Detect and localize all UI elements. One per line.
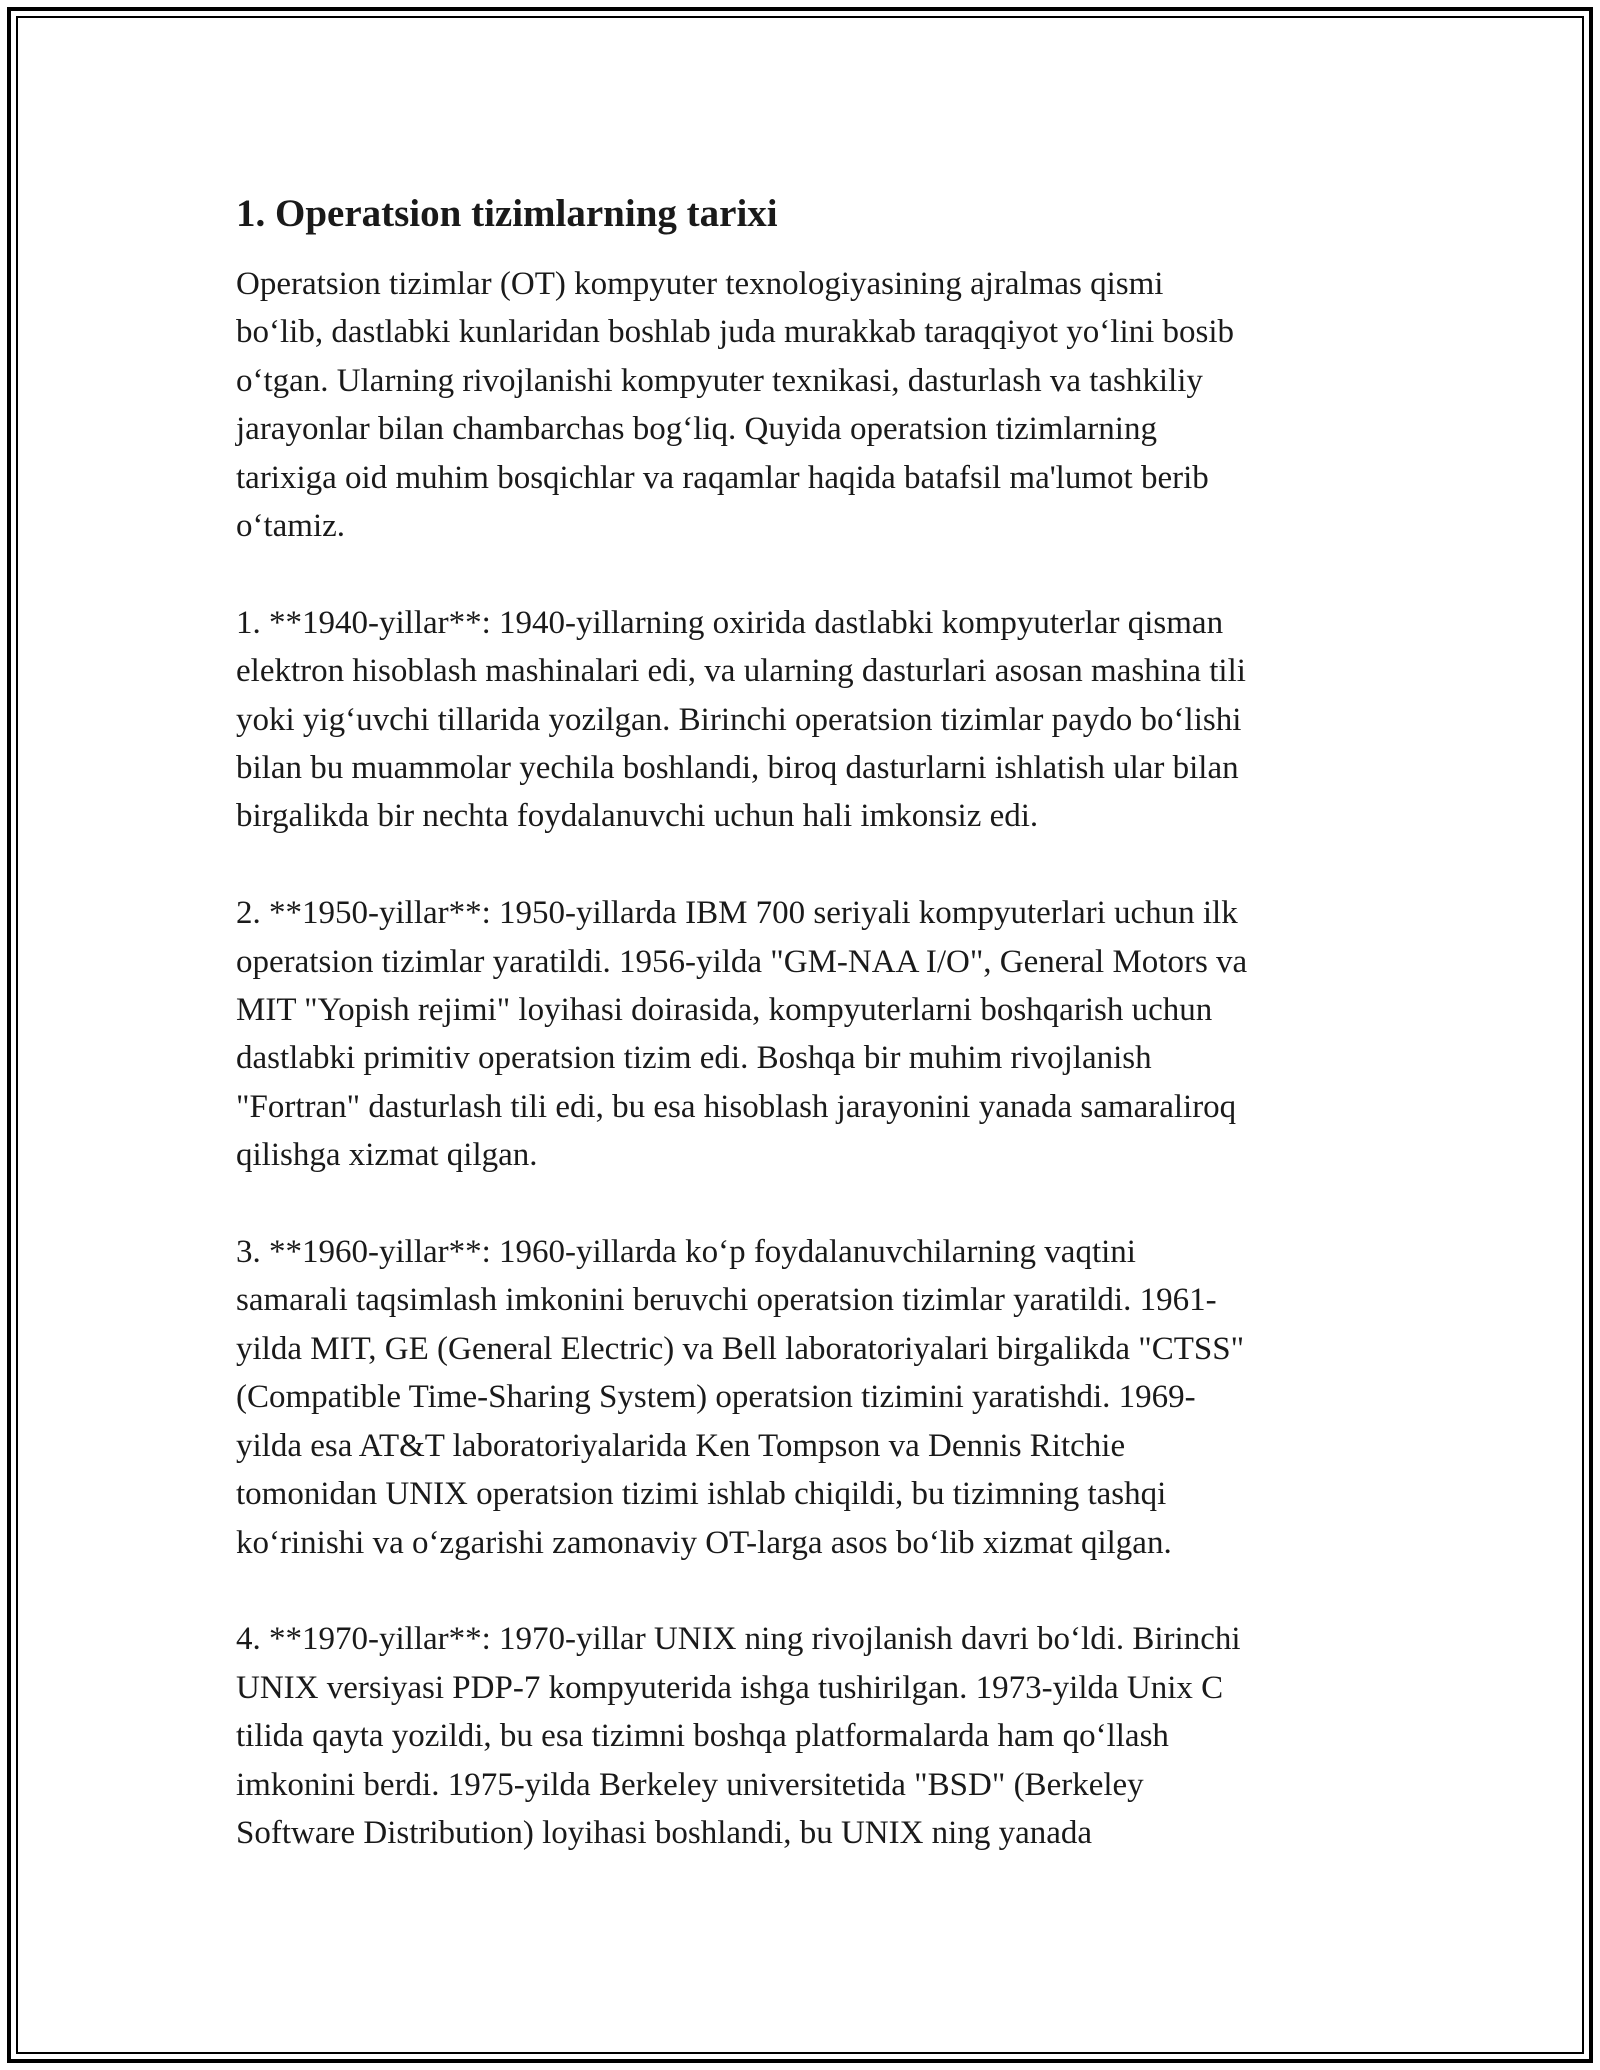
paragraph-1940s: 1. **1940-yillar**: 1940-yillarning oxirida dastlabki kompyuterlar qisman elektron hisoblash mashinalari edi, va ularning dasturlari asosan mashina tili yoki yig‘uvchi tillarida yozilgan. Birinchi operatsion tizimlar paydo bo‘lishi bilan bu muammolar yechila boshlandi, biroq dasturlarni ishlatish ular bilan birgalikda bir nechta foydalanuvchi uchun hali imkonsiz edi. bbox=[236, 604, 1246, 835]
section-title: 1. Operatsion tizimlarning tarixi bbox=[236, 192, 778, 235]
paragraph-1950s: 2. **1950-yillar**: 1950-yillarda IBM 700 seriyali kompyuterlari uchun ilk operatsion tizimlar yaratildi. 1956-yilda "GM-NAA I/O", General Motors va MIT "Yopish rejimi" loyihasi doirasida, kompyuterlarni boshqarish uchun dastlabki primitiv operatsion tizim edi. Boshqa bir muhim rivojlanish "Fortran" dasturlash tili edi, bu esa hisoblash jarayonini yanada samaraliroq qilishga xizmat qilgan. bbox=[236, 895, 1248, 1174]
paragraph-intro: Operatsion tizimlar (OT) kompyuter texnologiyasining ajralmas qismi bo‘lib, dastlabki kunlaridan boshlab juda murakkab taraqqiyot yo‘lini bosib o‘tgan. Ularning rivojlanishi kompyuter texnikasi, dasturlash va tashkiliy jarayonlar bilan chambarchas bog‘liq. Quyida operatsion tizimlarning tarixiga oid muhim bosqichlar va raqamlar haqida batafsil ma'lumot berib o‘tamiz. bbox=[236, 266, 1235, 545]
document-body bbox=[236, 188, 1366, 1906]
paragraph-1970s: 4. **1970-yillar**: 1970-yillar UNIX ning rivojlanish davri bo‘ldi. Birinchi UNIX versiyasi PDP-7 kompyuterida ishga tushirilgan. 1973-yilda Unix C tilida qayta yozildi, bu esa tizimni boshqa platformalarda ham qo‘llash imkonini berdi. 1975-yilda Berkeley universitetida "BSD" (Berkeley Software Distribution) loyihasi boshlandi, bu UNIX ning yanada bbox=[236, 1621, 1241, 1851]
paragraph-1960s: 3. **1960-yillar**: 1960-yillarda ko‘p foydalanuvchilarning vaqtini samarali taqsimlash imkonini beruvchi operatsion tizimlar yaratildi. 1961- yilda MIT, GE (General Electric) va Bell laboratoriyalari birgalikda "CTSS" (Compatible Time-Sharing System) operatsion tizimini yaratishdi. 1969- yilda esa AT&T laboratoriyalarida Ken Tompson va Dennis Ritchie tomonidan UNIX operatsion tizimi ishlab chiqildi, bu tizimning tashqi ko‘rinishi va o‘zgarishi zamonaviy OT-larga asos bo‘lib xizmat qilgan. bbox=[236, 1234, 1245, 1561]
